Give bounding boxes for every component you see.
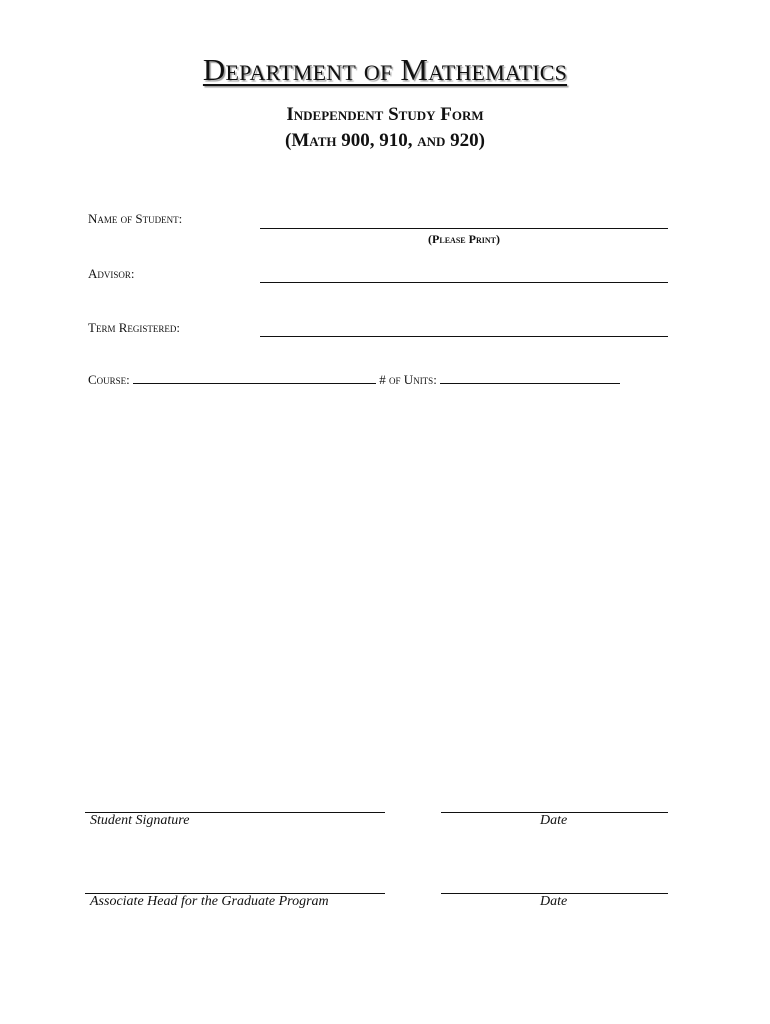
course-line[interactable] [133, 382, 376, 384]
subtitle-numbers: 900, 910, [336, 130, 418, 151]
subtitle-and: and [417, 130, 446, 151]
associate-head-label: Associate Head for the Graduate Program [90, 894, 329, 909]
date-label-1: Date [540, 813, 568, 828]
student-name-line[interactable] [260, 228, 668, 229]
term-line[interactable] [260, 336, 668, 337]
units-label: # of Units: [379, 372, 437, 387]
form-course-numbers [0, 130, 770, 152]
subtitle-end: 920) [445, 130, 485, 151]
term-label: Term Registered: [88, 320, 180, 335]
course-label: Course: [88, 372, 130, 387]
date-label-2: Date [540, 894, 568, 909]
form-title: Independent Study Form [286, 104, 484, 125]
student-name-label: Name of Student: [88, 211, 183, 226]
department-title: Department of Mathematics [202, 52, 568, 87]
subtitle-prefix: (M [285, 130, 310, 151]
student-signature-label: Student Signature [90, 813, 190, 828]
advisor-line[interactable] [260, 282, 668, 283]
course-units-row [88, 372, 620, 388]
please-print-hint: (Please Print) [428, 232, 500, 246]
units-line[interactable] [440, 382, 620, 384]
subtitle-math: ath [309, 130, 337, 151]
advisor-label: Advisor: [88, 266, 135, 281]
